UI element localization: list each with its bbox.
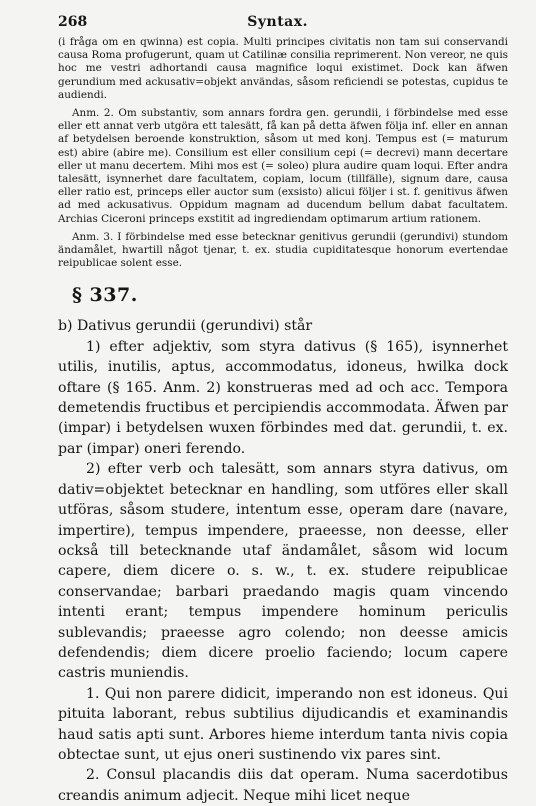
point-2-paragraph: 2) efter verb och talesätt, som annars styra dativus, om dativ=objektet betecknar en handling, som utföres eller skall utföras, såsom studere, intentum esse, operam dare (navare, impertire), tempus impendere, praeesse, non deesse, eller också till betecknande utaf ändamålet, såsom wid locum capere, diem dicere o. s. w., t. ex. studere reipublicae conservandae; barbari praedando magis quam vincendo intenti erant; tempus impendere hominum periculis sublevandis; praeesse agro colendo; non deesse amicis defendendis; diem dicere proelio faciendo; locum capere castris muniendis.	[58, 461, 508, 682]
example-2-paragraph: 2. Consul placandis diis dat operam. Numa sacerdotibus creandis animum adjecit. Neque mihi licet neque	[58, 767, 508, 804]
remark-2-paragraph: Anm. 2. Om substantiv, som annars fordra gen. gerundii, i förbindelse med esse eller ett annat verb utgöra ett talesätt, få kan på detta äfwen följa inf. eller en annan af betydelsen beroende konstruktion, såsom ut med konj. Tempus est (= maturum est) abire (abire me). Consilium est eller consilium cepi (= decrevi) mann decertare eller ut manu decertem. Mihi mos est (= soleo) plura audire quam loqui. Efter andra talesätt, isynnerhet dare facultatem, copiam, locum (tillfälle), signum dare, causa eller ratio est, princeps eller auctor sum (exsisto) alicui följer i st. f. genitivus äfwen ad med ackusativus. Oppidum magnam ad ducendum bellum dabat facultatem. Archias Ciceroni princeps exstitit ad ingrediendam optimarum artium rationem.	[58, 107, 508, 225]
example-1-paragraph: 1. Qui non parere didicit, imperando non est idoneus. Qui pituita laborant, rebus subtilius dijudicandis et examinandis haud satis apti sunt. Arbores hieme interdum tanta nivis copia obtectae sunt, ut ejus oneri sustinendo vix pares sint.	[58, 685, 508, 763]
section-heading: § 337.	[72, 284, 138, 307]
point-1-paragraph: 1) efter adjektiv, som styra dativus (§ 165), isynnerhet utilis, inutilis, aptus, accommodatus, idoneus, hwilka dock oftare (§ 165. Anm. 2) konstrueras med ad och acc. Tempora demetendis fructibus et percipiendis accommodata. Äfwen par (impar) i betydelsen wuxen förbindes med dat. gerundii, t. ex. par (impar) oneri ferendo.	[58, 338, 508, 457]
page-number: 268	[58, 14, 88, 30]
intro-paragraph: (i fråga om en qwinna) est copia. Multi principes civitatis non tam sui conservandi causa Roma profugerunt, quam ut Catilinæ consilia reprimerent. Non vereor, ne quis hoc me vestri adhortandi causa magnifice loqui existimet. Dock kan äfwen gerundium med ackusativ=objekt användas, såsom reficiendi se potestas, cupidus te audiendi.	[58, 36, 508, 101]
main-text-block	[58, 316, 508, 806]
remark-3-paragraph: Anm. 3. I förbindelse med esse betecknar genitivus gerundii (gerundivi) stundom ändamålet, hwartill något tjenar, t. ex. studia cupiditatesque honorum evertendae reipublicae solent esse.	[58, 230, 508, 270]
page-header	[58, 14, 508, 36]
running-title: Syntax.	[247, 14, 308, 30]
subheading: b) Dativus gerundii (gerundivi) står	[58, 318, 313, 335]
small-print-block	[58, 36, 508, 270]
